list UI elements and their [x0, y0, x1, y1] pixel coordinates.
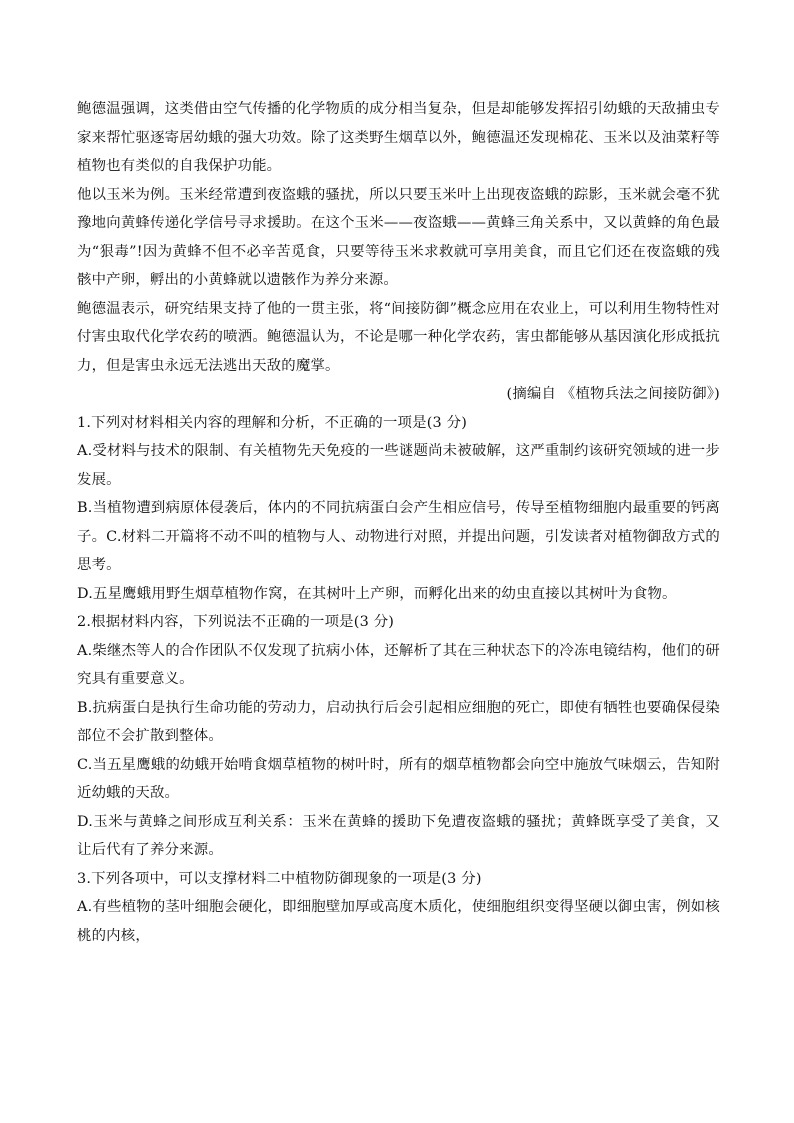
question-3-option-a: A.有些植物的茎叶细胞会硬化，即细胞壁加厚或高度木质化，使细胞组织变得坚硬以御虫害，例如核桃的内核， [77, 899, 720, 944]
passage-paragraph-2: 他以玉米为例。玉米经常遭到夜盗蛾的骚扰，所以只要玉米叶上出现夜盗蛾的踪影，玉米就会毫不犹豫地向黄蜂传递化学信号寻求援助。在这个玉米——夜盗蛾——黄蜂三角关系中，又以黄蜂的角色最为“狠毒”!因为黄蜂不但不必辛苦觅食，只要等待玉米求救就可享用美食，而且它们还在夜盗蛾的残骸中产卵，孵出的小黄蜂就以遗骸作为养分来源。 [77, 186, 720, 288]
question-1-option-a: A.受材料与技术的限制、有关植物先天免疫的一些谜题尚未被破解，这严重制约该研究领域的进一步发展。 [77, 443, 720, 488]
passage-paragraph-1: 鲍德温强调，这类借由空气传播的化学物质的成分相当复杂，但是却能够发挥招引幼蛾的天敌捕虫专家来帮忙驱逐寄居幼蛾的强大功效。除了这类野生烟草以外，鲍德温还发现棉花、玉米以及油菜籽等植物也有类似的自我保护功能。 [77, 101, 720, 174]
question-2-stem: 2.根据材料内容，下列说法不正确的一项是(3 分) [77, 614, 395, 630]
question-1-stem: 1.下列对材料相关内容的理解和分析，不正确的一项是(3 分) [77, 414, 468, 431]
document-body [77, 95, 720, 950]
question-2-option-b: B.抗病蛋白是执行生命功能的劳动力，启动执行后会引起相应细胞的死亡，即使有牺牲也要确保侵染部位不会扩散到整体。 [77, 699, 720, 744]
question-2-option-c: C.当五星鹰蛾的幼蛾开始啃食烟草植物的树叶时，所有的烟草植物都会向空中施放气味烟云，告知附近幼蛾的天敌。 [77, 756, 720, 801]
question-3-stem: 3.下列各项中，可以支撑材料二中植物防御现象的一项是(3 分) [77, 870, 482, 887]
question-2-option-d: D.玉米与黄蜂之间形成互利关系：玉米在黄蜂的援助下免遭夜盗蛾的骚扰；黄蜂既享受了美食，又让后代有了养分来源。 [77, 813, 720, 858]
question-1-option-d: D.五星鹰蛾用野生烟草植物作窝，在其树叶上产卵，而孵化出来的幼虫直接以其树叶为食物。 [77, 585, 677, 602]
source-citation: (摘编自 《植物兵法之间接防御》) [506, 386, 720, 402]
question-2-option-a: A.柴继杰等人的合作团队不仅发现了抗病小体，还解析了其在三种状态下的冷冻电镜结构，他们的研究具有重要意义。 [77, 642, 720, 687]
question-1-option-b-c: B.当植物遭到病原体侵袭后，体内的不同抗病蛋白会产生相应信号，传导至植物细胞内最重要的钙离子。C.材料二开篇将不动不叫的植物与人、动物进行对照，并提出问题，引发读者对植物御敌方式的思考。 [77, 500, 720, 573]
passage-paragraph-3: 鲍德温表示，研究结果支持了他的一贯主张，将“间接防御”概念应用在农业上，可以利用生物特性对付害虫取代化学农药的喷洒。鲍德温认为，不论是哪一种化学农药，害虫都能够从基因演化形成抵抗力，但是害虫永远无法逃出天敌的魔掌。 [77, 300, 720, 374]
